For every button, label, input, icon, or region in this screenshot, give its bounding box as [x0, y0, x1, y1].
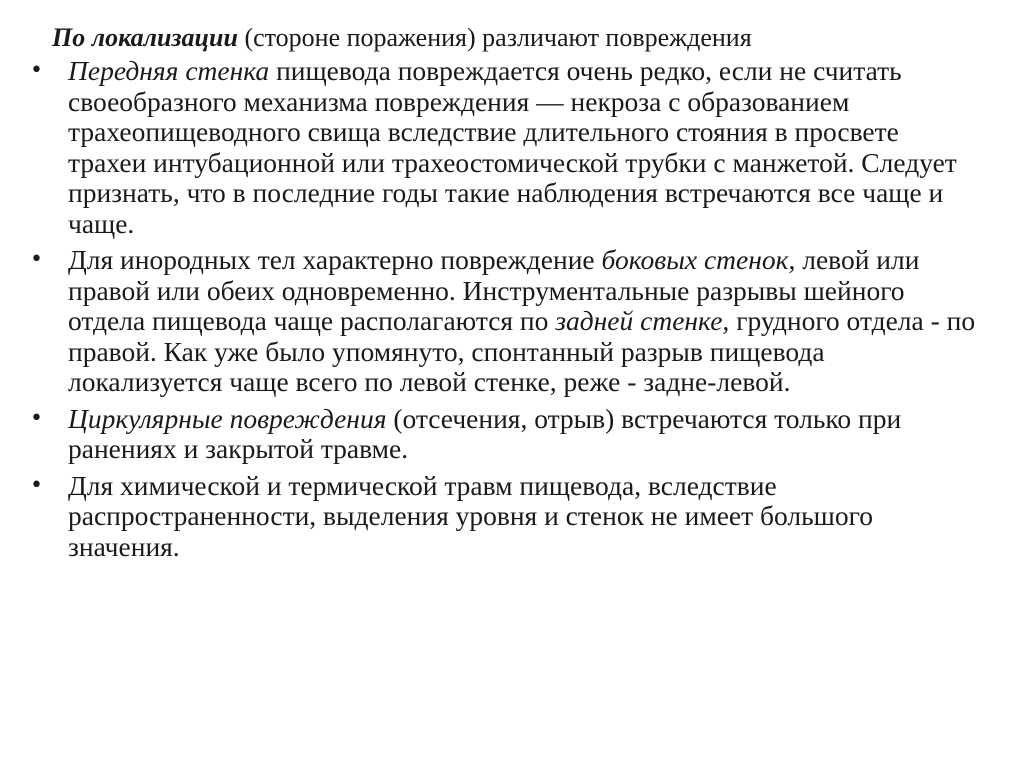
- bullet-item-4: [30, 471, 980, 563]
- bullet-4-part-1: Для химической и термической травм пищевода, вследствие распространенности, выделения уровня и стенок не имеет большого значения.: [68, 469, 873, 562]
- bullet-3-part-1: Циркулярные повреждения: [68, 402, 387, 434]
- bullet-icon: •: [30, 472, 43, 498]
- heading-text: (стороне поражения) различают повреждения: [237, 23, 752, 52]
- slide-heading: [52, 22, 980, 54]
- bullet-2-part-1: Для инородных тел характерно повреждение: [68, 244, 602, 275]
- bullet-2-part-4: задней стенке,: [555, 305, 730, 336]
- bullet-1-part-1: Передняя стенка: [68, 55, 270, 86]
- bullet-icon: •: [30, 58, 43, 83]
- bullet-2-part-2: боковых стенок,: [601, 244, 796, 275]
- bullet-3-part-2: (отсечения, отрыв) встречаются только при ранениях и закрытой травме.: [68, 402, 902, 464]
- bullet-2-part-3: левой или правой или обеих одновременно. Инструментальные разрывы шейного отдела пищевода чаще располагаются по: [68, 244, 920, 336]
- bullet-list: [30, 56, 980, 562]
- heading-emphasis: По локализации: [52, 23, 238, 52]
- bullet-item-2: [30, 245, 980, 398]
- bullet-item-1: [30, 56, 980, 239]
- bullet-icon: •: [30, 405, 43, 431]
- slide-content: [30, 22, 980, 562]
- bullet-icon: •: [30, 247, 43, 272]
- bullet-1-part-2: пищевода повреждается очень редко, если не считать своеобразного механизма повреждения — некроза с образованием трахеопищеводного свища вследствие длительного стояния в просвете трахеи интубационной или трахеостомической трубки с манжетой. Следует признать, что в последние годы такие наблюдения встречаются все чаще и чаще.: [68, 55, 957, 239]
- bullet-2-part-5: грудного отдела - по правой. Как уже было упомянуто, спонтанный разрыв пищевода локализуется чаще всего по левой стенке, реже - задне-левой.: [68, 305, 976, 397]
- bullet-item-3: [30, 404, 980, 465]
